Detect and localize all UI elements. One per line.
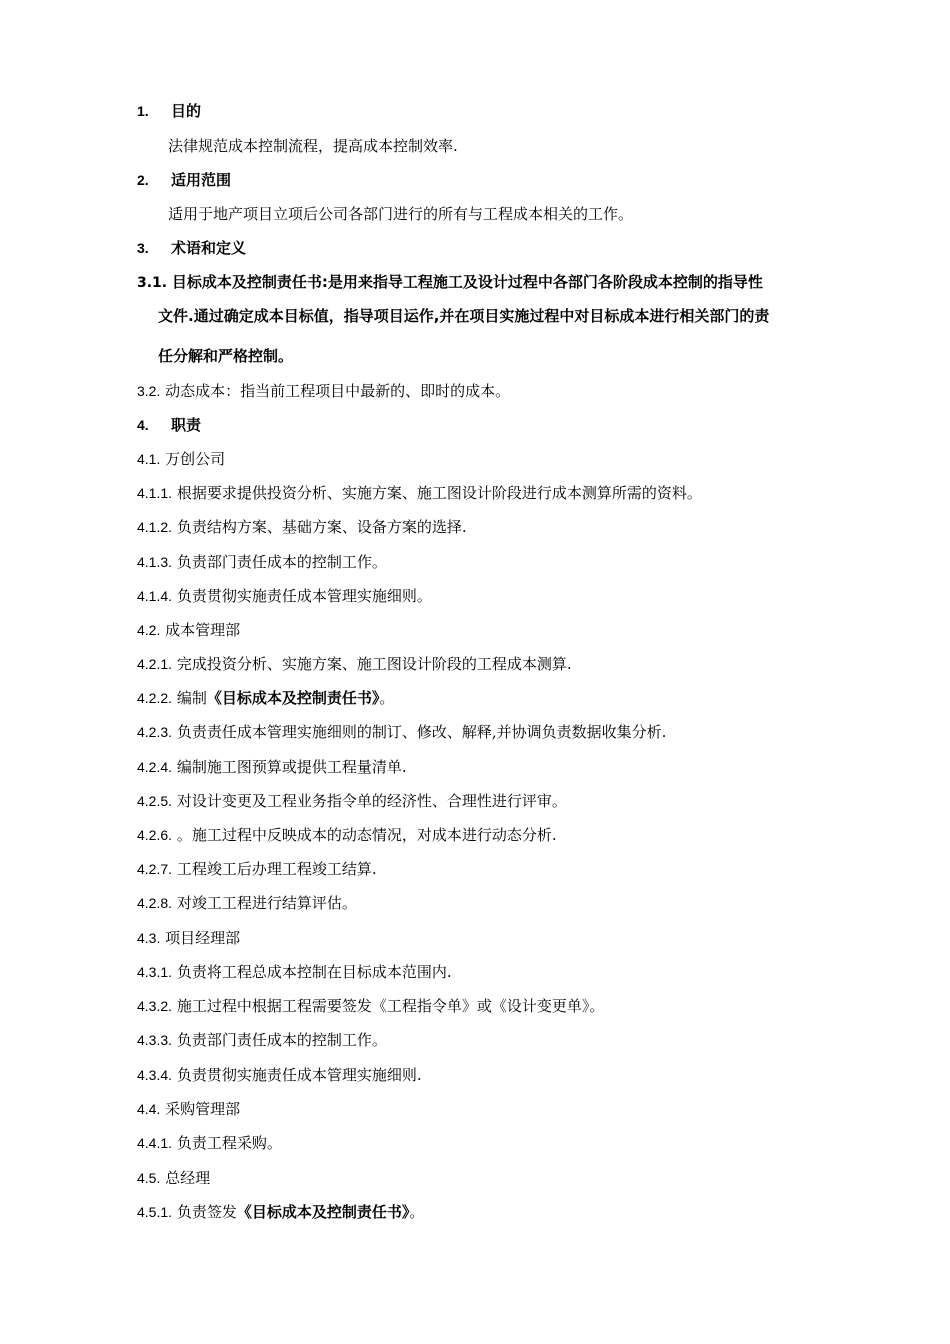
section-4-heading: [137, 415, 857, 435]
item-text: 负责签发: [176, 1203, 237, 1221]
item-number: 4.3.1.: [137, 964, 173, 980]
section-title: 术语和定义: [171, 239, 247, 257]
section-title: 目的: [171, 102, 202, 120]
item-number: 4.3.3.: [137, 1032, 173, 1048]
item-number: 4.2.4.: [137, 759, 173, 775]
item-text: 动态成本：指当前工程项目中最新的、即时的成本。: [165, 382, 511, 400]
item-text: 负责将工程总成本控制在目标成本范围内.: [176, 963, 452, 981]
item-number: 4.1.3.: [137, 554, 173, 570]
item-number: 4.2.2.: [137, 690, 173, 706]
item-number: 4.2.: [137, 622, 161, 638]
item-text: 对竣工工程进行结算评估。: [176, 894, 357, 912]
item-4-1-4: [137, 586, 857, 606]
section-1-heading: [137, 101, 857, 121]
section-title: 职责: [171, 416, 202, 434]
item-number: 3.2.: [137, 383, 161, 399]
item-4-2-2: [137, 688, 857, 708]
item-number: 4.5.: [137, 1170, 161, 1186]
subsection-4-5: [137, 1168, 857, 1188]
definition-3-2: [137, 381, 857, 401]
item-4-1-3: [137, 552, 857, 572]
subsection-4-2: [137, 620, 857, 640]
definition-text: 目标成本及控制责任书:是用来指导工程施工及设计过程中各部门各阶段成本控制的指导性: [171, 273, 763, 291]
item-number: 4.1.2.: [137, 519, 173, 535]
item-number: 4.3.: [137, 930, 161, 946]
section-2-heading: [137, 170, 857, 190]
section-number: 2.: [137, 172, 149, 188]
item-text: 编制施工图预算或提供工程量清单.: [176, 758, 407, 776]
document-title-ref: 《目标成本及控制责任书》: [236, 1203, 410, 1221]
item-text: 完成投资分析、实施方案、施工图设计阶段的工程成本测算.: [176, 655, 572, 673]
item-4-3-4: [137, 1065, 857, 1085]
item-4-1-2: [137, 517, 857, 537]
item-text-end: 。: [379, 689, 395, 707]
item-text: 总经理: [165, 1169, 211, 1187]
item-4-2-3: [137, 722, 857, 742]
item-number: 4.2.1.: [137, 656, 173, 672]
item-number: 4.1.1.: [137, 485, 173, 501]
item-text: 采购管理部: [165, 1100, 241, 1118]
item-text: 编制: [176, 689, 207, 707]
item-number: 4.2.5.: [137, 793, 173, 809]
subsection-4-3: [137, 928, 857, 948]
item-4-1-1: [137, 483, 857, 503]
item-4-2-8: [137, 893, 857, 913]
section-number: 4.: [137, 417, 149, 433]
section-2-text: 适用于地产项目立项后公司各部门进行的所有与工程成本相关的工作。: [168, 205, 634, 223]
item-4-2-6: [137, 825, 857, 845]
item-text: 万创公司: [165, 450, 226, 468]
item-text: 。施工过程中反映成本的动态情况，对成本进行动态分析.: [176, 826, 557, 844]
item-number: 4.2.3.: [137, 724, 173, 740]
item-number: 4.2.6.: [137, 827, 173, 843]
section-3-heading: [137, 238, 857, 258]
definition-text: 文件.通过确定成本目标值，指导项目运作,并在项目实施过程中对目标成本进行相关部门的责: [158, 307, 770, 325]
item-4-3-3: [137, 1030, 857, 1050]
item-4-2-7: [137, 859, 857, 879]
item-4-2-1: [137, 654, 857, 674]
item-number: 4.3.4.: [137, 1067, 173, 1083]
item-number: 4.1.4.: [137, 588, 173, 604]
item-text-end: 。: [409, 1203, 425, 1221]
definition-3-1-line-1: [137, 272, 857, 293]
item-4-2-4: [137, 757, 857, 777]
subsection-4-1: [137, 449, 857, 469]
definition-3-1-line-3: [158, 346, 878, 366]
item-text: 成本管理部: [165, 621, 241, 639]
item-4-3-2: [137, 996, 857, 1016]
subsection-4-4: [137, 1099, 857, 1119]
item-text: 对设计变更及工程业务指令单的经济性、合理性进行评审。: [176, 792, 567, 810]
item-4-2-5: [137, 791, 857, 811]
item-text: 负责工程采购。: [176, 1134, 282, 1152]
definition-3-1-line-2: [158, 306, 878, 326]
section-number: 3.: [137, 240, 149, 256]
item-number: 4.1.: [137, 451, 161, 467]
item-text: 负责贯彻实施责任成本管理实施细则。: [176, 587, 432, 605]
section-number: 1.: [137, 103, 149, 119]
definition-text: 任分解和严格控制。: [158, 347, 294, 365]
item-number: 4.2.8.: [137, 895, 173, 911]
item-number: 4.2.7.: [137, 861, 173, 877]
item-number: 4.5.1.: [137, 1204, 173, 1220]
item-text: 项目经理部: [165, 929, 241, 947]
section-title: 适用范围: [171, 171, 232, 189]
document-title-ref: 《目标成本及控制责任书》: [206, 689, 380, 707]
item-text: 工程竣工后办理工程竣工结算.: [176, 860, 377, 878]
item-number: 3.1.: [137, 275, 168, 291]
item-text: 负责结构方案、基础方案、设备方案的选择.: [176, 518, 467, 536]
item-4-3-1: [137, 962, 857, 982]
item-text: 负责贯彻实施责任成本管理实施细则.: [176, 1066, 422, 1084]
item-text: 负责部门责任成本的控制工作。: [176, 553, 387, 571]
section-1-text: 法律规范成本控制流程，提高成本控制效率.: [168, 137, 458, 155]
item-number: 4.3.2.: [137, 998, 173, 1014]
item-text: 根据要求提供投资分析、实施方案、施工图设计阶段进行成本测算所需的资料。: [176, 484, 702, 502]
item-4-4-1: [137, 1133, 857, 1153]
item-number: 4.4.1.: [137, 1135, 173, 1151]
item-number: 4.4.: [137, 1101, 161, 1117]
item-text: 负责部门责任成本的控制工作。: [176, 1031, 387, 1049]
item-4-5-1: [137, 1202, 857, 1222]
item-text: 负责责任成本管理实施细则的制订、修改、解释,并协调负责数据收集分析.: [176, 723, 667, 741]
item-text: 施工过程中根据工程需要签发《工程指令单》或《设计变更单》。: [176, 997, 605, 1015]
